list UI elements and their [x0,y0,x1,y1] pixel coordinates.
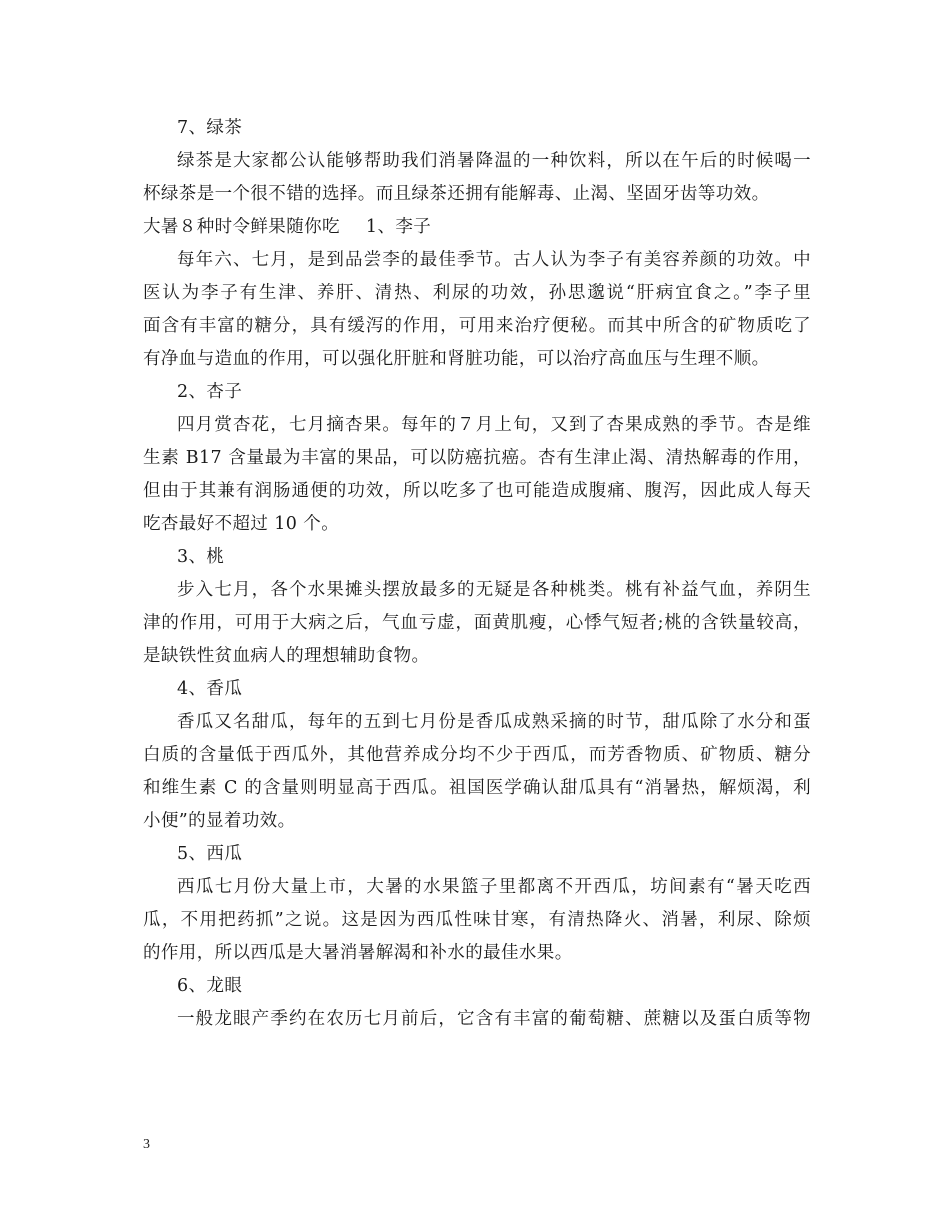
paragraph-line: 瓜，不用把药抓”之说。这是因为西瓜性味甘寒，有清热降火、消暑，利尿、除烦 [143,910,811,930]
section-heading-peach: 3、桃 [177,547,225,567]
section-heading-muskmelon: 4、香瓜 [177,679,243,699]
paragraph-line: 吃杏最好不超过 10 个。 [143,514,340,534]
paragraph-line: 和维生素 C 的含量则明显高于西瓜。祖国医学确认甜瓜具有“消暑热，解烦渴，利 [143,778,811,798]
paragraph-line: 有净血与造血的作用，可以强化肝脏和肾脏功能，可以治疗高血压与生理不顺。 [143,349,770,369]
paragraph-line: 香瓜又名甜瓜，每年的五到七月份是香瓜成熟采摘的时节，甜瓜除了水分和蛋 [177,712,811,732]
paragraph-line: 绿茶是大家都公认能够帮助我们消暑降温的一种饮料，所以在午后的时候喝一 [177,151,811,171]
fruits-title-line [143,211,811,244]
section-heading-watermelon: 5、西瓜 [177,844,243,864]
paragraph-line: 的作用，所以西瓜是大暑消暑解渴和补水的最佳水果。 [143,943,573,963]
section-heading-apricot: 2、杏子 [177,382,243,402]
paragraph-line: 白质的含量低于西瓜外，其他营养成分均不少于西瓜，而芳香物质、矿物质、糖分 [143,745,811,765]
paragraph-line: 生素 B17 含量最为丰富的果品，可以防癌抗癌。杏有生津止渴、清热解毒的作用， [143,448,811,468]
paragraph-line: 杯绿茶是一个很不错的选择。而且绿茶还拥有能解毒、止渴、坚固牙齿等功效。 [143,184,770,204]
paragraph-line: 西瓜七月份大量上市，大暑的水果篮子里都离不开西瓜，坊间素有“暑天吃西 [177,877,811,897]
paragraph-line: 一般龙眼产季约在农历七月前后，它含有丰富的葡萄糖、蔗糖以及蛋白质等物 [177,1009,811,1029]
paragraph-line: 四月赏杏花，七月摘杏果。每年的７月上旬，又到了杏果成熟的季节。杏是维 [177,415,811,435]
paragraph-line: 但由于其兼有润肠通便的功效，所以吃多了也可能造成腹痛、腹泻，因此成人每天 [143,481,811,501]
section-heading-green-tea: 7、绿茶 [177,118,243,138]
section-heading-longan: 6、龙眼 [177,976,243,996]
paragraph-line: 小便”的显着功效。 [143,811,296,831]
section-heading-plum: 1、李子 [365,217,432,237]
page-number: 3 [143,1137,150,1152]
paragraph-line: 是缺铁性贫血病人的理想辅助食物。 [143,646,430,666]
paragraph-line: 医认为李子有生津、养肝、清热、利尿的功效，孙思邈说“肝病宜食之。”李子里 [143,283,811,303]
document-body [143,112,811,1036]
paragraph-line: 步入七月，各个水果摊头摆放最多的无疑是各种桃类。桃有补益气血，养阴生 [177,580,811,600]
fruits-title: 大暑８种时令鲜果随你吃 [143,217,340,237]
paragraph-line: 津的作用，可用于大病之后，气血亏虚，面黄肌瘦，心悸气短者;桃的含铁量较高， [143,613,811,633]
paragraph-line: 每年六、七月，是到品尝李的最佳季节。古人认为李子有美容养颜的功效。中 [177,250,811,270]
paragraph-line: 面含有丰富的糖分，具有缓泻的作用，可用来治疗便秘。而其中所含的矿物质吃了 [143,316,811,336]
